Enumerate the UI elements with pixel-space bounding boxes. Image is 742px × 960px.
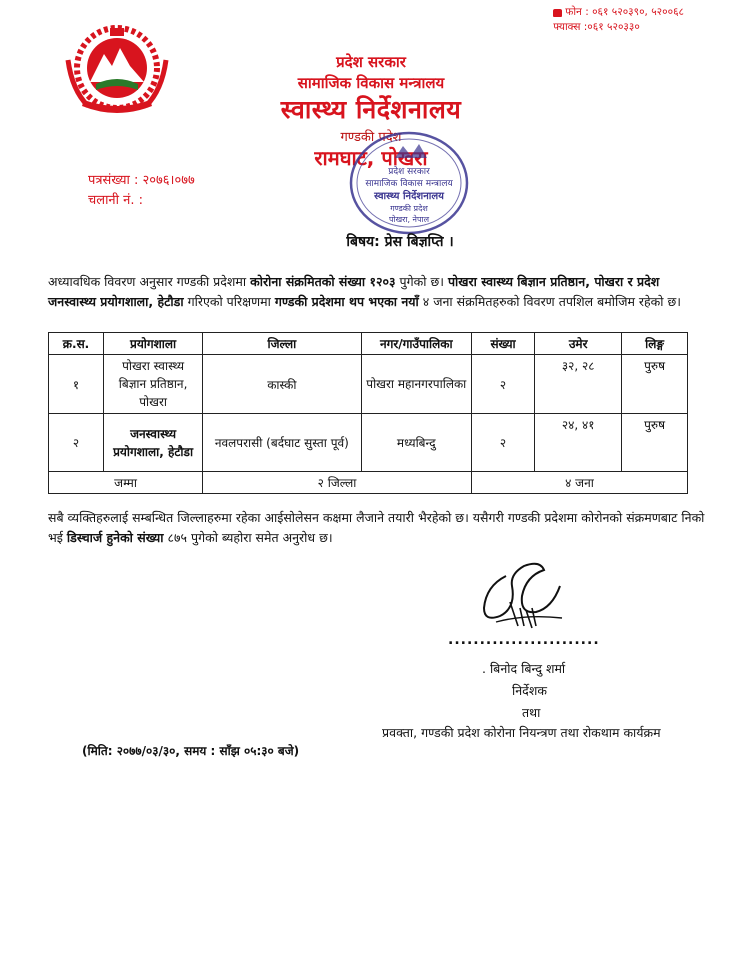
chalani-number: चलानी नं. : [88,193,144,208]
stamp-line-2: सामाजिक विकास मन्त्रालय [365,179,453,189]
cell-count: २ [471,414,534,472]
total-districts: २ जिल्ला [203,472,472,494]
table-row [49,414,688,472]
header-line-2: सामाजिक विकास मन्त्रालय [297,74,445,92]
cell-district: कास्की [203,355,361,414]
header-count: संख्या [471,333,534,355]
table-row [49,355,688,414]
para1-text-2: पुगेको छ। [395,274,448,289]
header-gender: लिङ्ग [622,333,688,355]
para2-text-2: ८७५ पुगेको ब्यहोरा समेत अनुरोध छ। [163,530,333,545]
phone-icon [553,9,562,17]
cell-gender: पुरुष [622,414,688,472]
para2-text-1: सबै व्यक्तिहरुलाई सम्बन्धित जिल्लाहरुमा रहेका आईसोलेसन कक्षमा लैजाने तयारी भैरहेको छ। यसैगरी गण्डकी प्रदेशमा कोरोनको संक्रमणबाट निको भई [48,510,705,545]
header-line-3: स्वास्थ्य निर्देशनालय [280,95,462,124]
para1-bold-2: पोखरा स्वास्थ्य बिज्ञान प्रतिष्ठान, पोखरा र प्रदेश जनस्वास्थ्य प्रयोगशाला, हेटौडा [48,274,660,309]
total-label: जम्मा [49,472,203,494]
phone-label: फोन : ०६१ ५२०३९०, ५२००६८ [565,6,684,18]
para1-text-1: अध्यावधिक विवरण अनुसार गण्डकी प्रदेशमा [48,274,251,289]
cell-sn: २ [49,414,104,472]
para1-bold-1: कोरोना संक्रमितको संख्या १२०३ [250,274,396,289]
header-district: जिल्ला [203,333,361,355]
cell-municipality: मध्यबिन्दु [361,414,471,472]
table-header-row [49,333,688,355]
cell-count: २ [471,355,534,414]
cell-age: २४, ४१ [535,414,622,472]
signature-image [466,556,576,636]
header-sn: क्र.स. [49,333,104,355]
signatory-name: . बिनोद बिन्दु शर्मा [482,661,566,676]
table-total-row [49,472,688,494]
stamp-line-1: प्रदेश सरकार [388,167,430,177]
date-time-footnote: (मिति: २०७७/०३/३०, समय : साँझ ०५:३० बजे) [82,744,300,758]
cell-sn: १ [49,355,104,414]
contact-info [553,5,684,35]
signatory-tatha: तथा [522,705,541,720]
header-age: उमेर [535,333,622,355]
header-municipality: नगर/गाउँपालिका [361,333,471,355]
header-lab: प्रयोगशाला [104,333,203,355]
cell-lab: पोखरा स्वास्थ्य बिज्ञान प्रतिष्ठान, पोखरा [104,355,203,414]
fax-label: फ्याक्स :०६१ ५२०३३० [553,21,640,33]
official-stamp [345,128,473,238]
closing-paragraph [48,508,708,548]
stamp-line-3: स्वास्थ्य निर्देशनालय [374,191,444,202]
cell-district: नवलपरासी (बर्दघाट सुस्ता पूर्व) [203,414,361,472]
header-line-1: प्रदेश सरकार [336,53,406,71]
total-persons: ४ जना [471,472,687,494]
header-line-4: गण्डकी प्रदेश [340,130,402,145]
para1-bold-3: गण्डकी प्रदेशमा थप भएका नयाँ [274,294,419,309]
signatory-title: निर्देशक [512,683,547,698]
signatory-role: प्रवक्ता, गण्डकी प्रदेश कोरोना नियन्त्रण तथा रोकथाम कार्यक्रम [382,725,661,740]
signature-dots: ........................ [448,632,600,648]
para2-bold-1: डिस्चार्ज हुनेको संख्या [66,530,164,545]
para1-text-4: ४ जना संक्रमितहरुको विवरण तपशिल बमोजिम रहेको छ। [418,294,681,309]
cell-lab: जनस्वास्थ्य प्रयोगशाला, हेटौडा [104,414,203,472]
subject-line: बिषय: प्रेस बिज्ञप्ति । [346,234,454,250]
para1-text-3: गरिएको परिक्षणमा [183,294,275,309]
stamp-line-5: पोखरा, नेपाल [388,215,430,224]
cell-municipality: पोखरा महानगरपालिका [361,355,471,414]
phone-row [553,5,684,20]
header-line-5: रामघाट, पोखरा [314,146,428,170]
cell-age: ३२, २८ [535,355,622,414]
patra-sankhya: पत्रसंख्या : २०७६।०७७ [88,173,195,188]
stamp-line-4: गण्डकी प्रदेश [390,204,428,213]
cases-table [48,332,688,494]
intro-paragraph [48,272,698,312]
cell-gender: पुरुष [622,355,688,414]
